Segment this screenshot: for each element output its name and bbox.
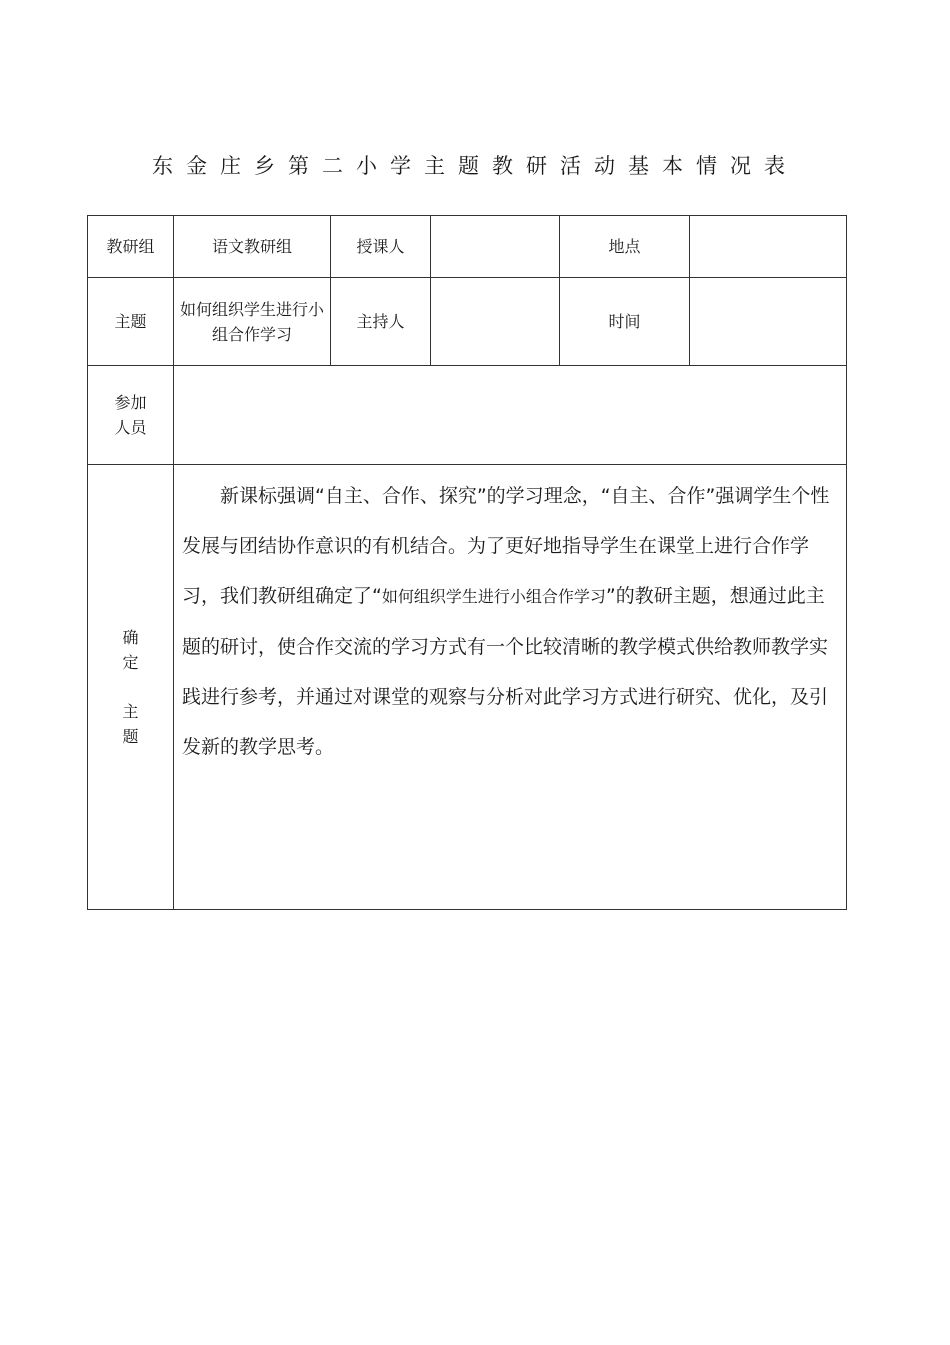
value-participants xyxy=(174,366,847,465)
table-row xyxy=(88,465,847,910)
label-participants-line2: 人员 xyxy=(114,418,147,437)
value-topic: 如何组织学生进行小组合作学习 xyxy=(174,278,331,366)
value-host xyxy=(431,278,560,366)
label-determine-topic-line2: 定 xyxy=(122,653,139,672)
value-place xyxy=(690,216,847,278)
label-participants-line1: 参加 xyxy=(114,393,147,412)
label-topic: 主题 xyxy=(88,278,174,366)
value-research-group: 语文教研组 xyxy=(174,216,331,278)
topic-paragraph-topic: 如何组织学生进行小组合作学习 xyxy=(381,587,606,606)
label-participants xyxy=(88,366,174,465)
topic-paragraph-part2: ”的教研主题，想通过此主题的研讨，使合作交流的学习方式有一个比较清晰的教学模式供给教师教学实践进行参考，并通过对课堂的观察与分析对此学习方式进行研究、优化，及引发新的教学思考。 xyxy=(182,585,829,758)
table-row xyxy=(88,278,847,366)
page-title: 东金庄乡第二小学主题教研活动基本情况表 xyxy=(152,154,798,178)
label-teacher: 授课人 xyxy=(331,216,431,278)
label-determine-topic xyxy=(88,465,174,910)
activity-info-table xyxy=(87,215,847,910)
label-host: 主持人 xyxy=(331,278,431,366)
label-determine-topic-line4: 题 xyxy=(122,727,139,746)
topic-paragraph-part1: 新课标强调“自主、合作、探究”的学习理念，“自主、合作”强调学生个性发展与团结协作意识的有机结合。为了更好地指导学生在课堂上进行合作学习，我们教研组确定了“ xyxy=(182,485,830,607)
label-determine-topic-line1: 确 xyxy=(122,628,139,647)
topic-paragraph xyxy=(182,471,838,772)
value-time xyxy=(690,278,847,366)
value-teacher xyxy=(431,216,560,278)
table-row xyxy=(88,216,847,278)
label-time: 时间 xyxy=(560,278,690,366)
label-research-group: 教研组 xyxy=(88,216,174,278)
table-row xyxy=(88,366,847,465)
label-place: 地点 xyxy=(560,216,690,278)
label-determine-topic-line3: 主 xyxy=(122,702,139,721)
topic-description xyxy=(174,465,847,910)
